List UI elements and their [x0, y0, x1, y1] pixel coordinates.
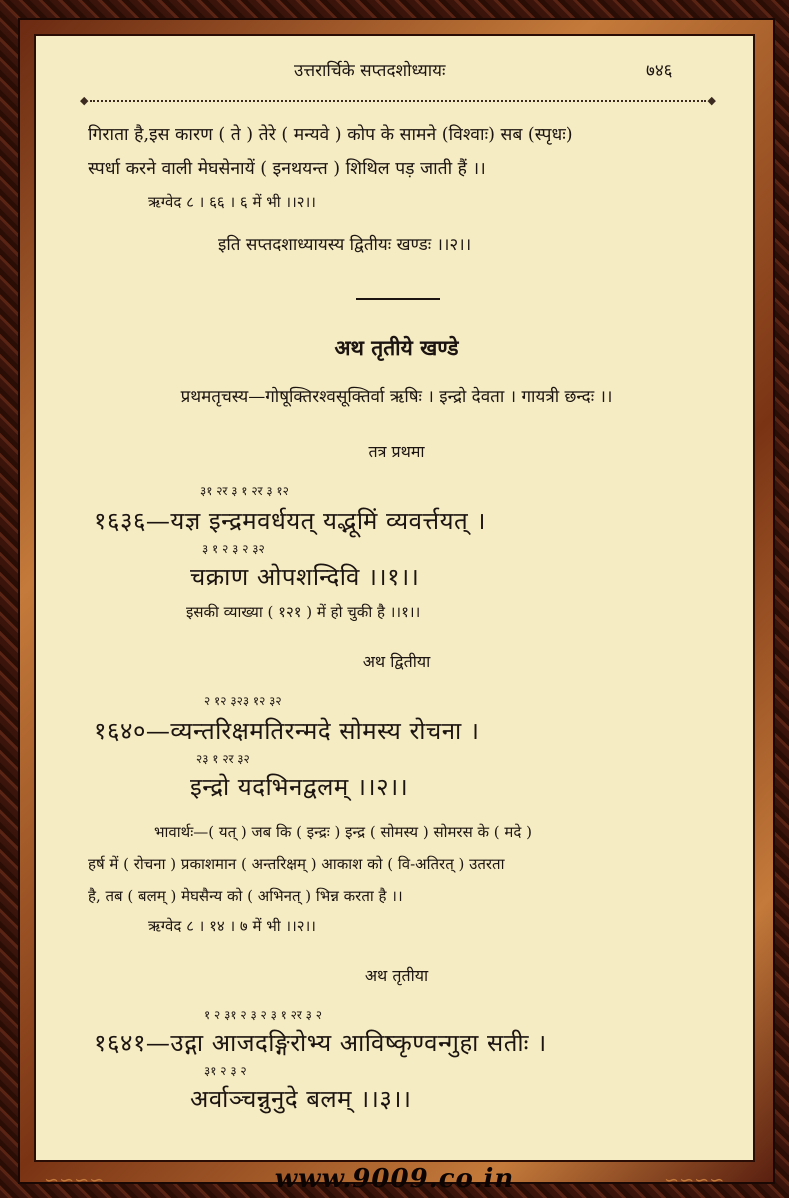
- verse-line: इन्द्रो यदभिनद्वलम् ।।२।।: [190, 773, 409, 801]
- page-header-title: उत्तरार्चिके सप्तदशोध्यायः: [294, 61, 446, 81]
- section-heading: अथ तृतीये खण्डे: [334, 335, 459, 360]
- reference: ऋग्वेद ८ । १४ । ७ में भी ।।२।।: [148, 917, 316, 935]
- page-number: ७४६: [646, 61, 673, 81]
- ornament-left-icon: ◆: [80, 94, 89, 107]
- verse-heading: तत्र प्रथमा: [368, 442, 425, 461]
- text-line: स्पर्धा करने वाली मेघसेनायें ( इनथयन्त ) शिथिल पड़ जाती हैं ।।: [88, 159, 486, 179]
- ornamental-divider: [78, 96, 718, 106]
- scripture-page: [34, 34, 755, 1162]
- verse-line: अर्वाञ्चन्नुनुदे बलम् ।।३।।: [190, 1085, 412, 1113]
- verse-note: इसकी व्याख्या ( १२१ ) में हो चुकी है ।।१।।: [186, 603, 421, 621]
- accent-marks: २ १२ ३२३ १२ ३२: [204, 694, 282, 708]
- accent-marks: ३१ २ ३ २: [204, 1064, 247, 1078]
- accent-marks: ३१ २र ३ १ २र ३ १२: [200, 484, 289, 498]
- scroll-ornament-icon: ∽∽∽∽: [664, 1170, 725, 1191]
- ornament-right-icon: ◆: [707, 94, 716, 107]
- separator-rule: [356, 298, 440, 300]
- accent-marks: २३ १ २र ३२: [196, 752, 250, 766]
- section-end: इति सप्तदशाध्यायस्य द्वितीयः खण्डः ।।२।।: [218, 235, 472, 255]
- website-url: www.9009.co.in: [274, 1164, 515, 1194]
- verse-line: १६३६—यज्ञ इन्द्रमवर्धयत् यद्भूमिं व्यवर्त्तयत् ।: [94, 507, 486, 535]
- bhavartha-line: भावार्थः—( यत् ) जब कि ( इन्द्रः ) इन्द्र ( सोमस्य ) सोमरस के ( मदे ): [154, 823, 532, 841]
- verse-heading: अथ द्वितीया: [362, 652, 431, 671]
- scroll-ornament-icon: ∽∽∽∽: [44, 1170, 105, 1191]
- reference: ऋग्वेद ८ । ६६ । ६ में भी ।।२।।: [148, 193, 316, 211]
- accent-marks: ३ १ २ ३ २ ३२: [202, 542, 265, 556]
- verse-line: १६४१—उद्गा आजदङ्गिरोभ्य आविष्कृण्वन्गुहा सतीः ।: [94, 1029, 547, 1057]
- accent-marks: १ २ ३१ २ ३ २ ३ १ २र ३ २: [204, 1008, 322, 1022]
- bhavartha-line: हर्ष में ( रोचना ) प्रकाशमान ( अन्तरिक्षम् ) आकाश को ( वि-अतिरत् ) उतरता: [88, 855, 505, 873]
- verse-line: १६४०—व्यन्तरिक्षमतिरन्मदे सोमस्य रोचना ।: [94, 717, 480, 745]
- text-line: गिराता है,इस कारण ( ते ) तेरे ( मन्यवे ) कोप के सामने (विश्वाः) सब (स्पृधः): [88, 125, 573, 145]
- verse-line: चक्राण ओपशन्दिवि ।।१।।: [190, 563, 420, 591]
- verse-heading: अथ तृतीया: [364, 966, 429, 985]
- rishi-line: प्रथमतृचस्य—गोषूक्तिरश्वसूक्तिर्वा ऋषिः । इन्द्रो देवता । गायत्री छन्दः ।।: [180, 387, 613, 407]
- bhavartha-line: है, तब ( बलम् ) मेघसैन्य को ( अभिनत् ) भिन्न करता है ।।: [88, 887, 403, 905]
